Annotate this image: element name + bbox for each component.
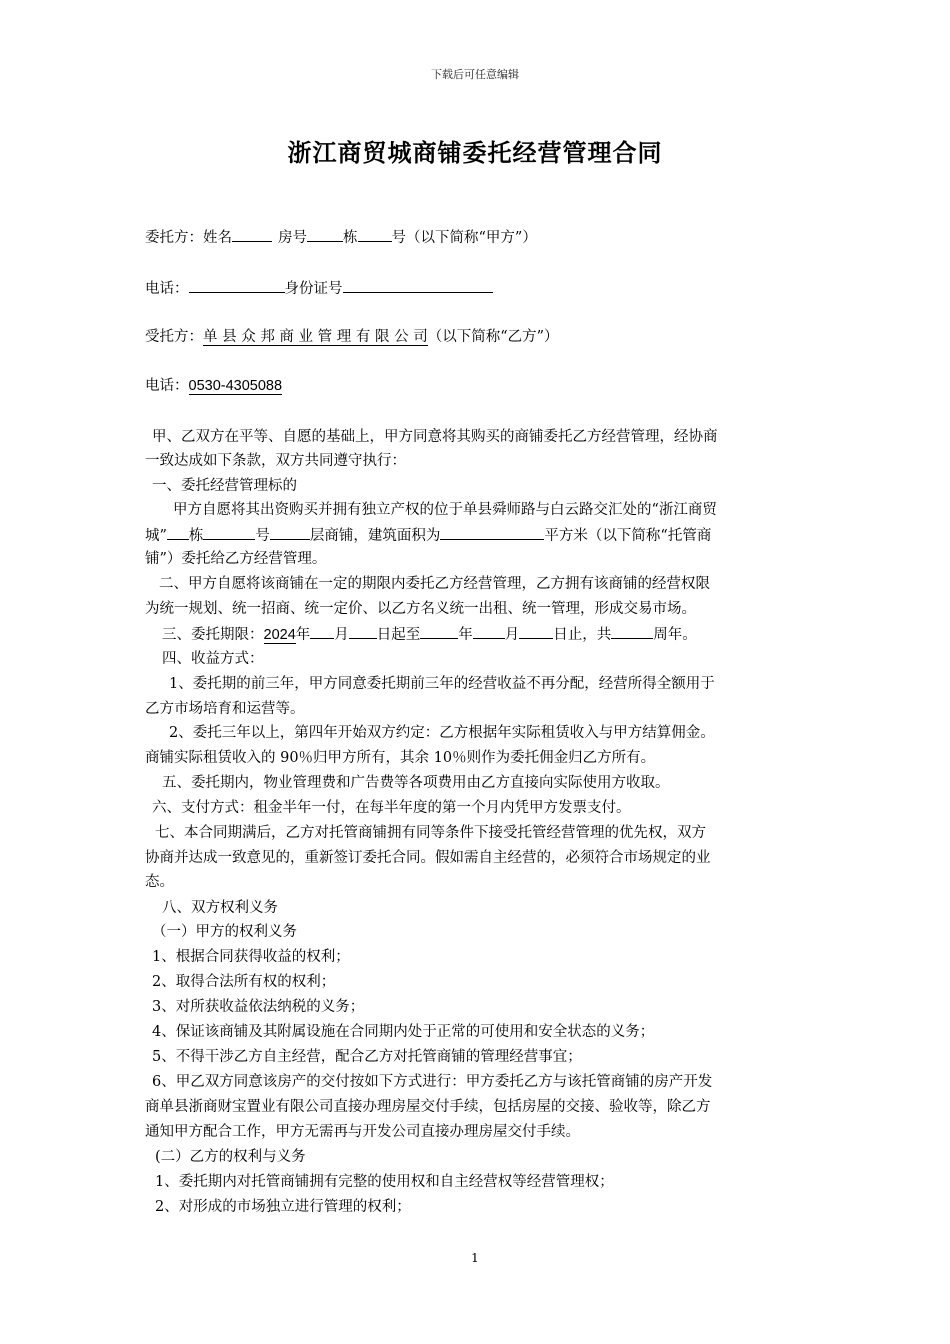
party-a-item-5: 5、不得干涉乙方自主经营，配合乙方对托管商铺的管理经营事宜；	[152, 1049, 582, 1065]
party-a-item-6-line-a: 6、甲乙双方同意该房产的交付按如下方式进行：甲方委托乙方与该托管商铺的房产开发	[152, 1074, 713, 1090]
client-phone-line	[145, 276, 815, 301]
blank-id	[343, 276, 493, 293]
blank-s3-month	[310, 622, 334, 639]
page-number: 1	[471, 1251, 479, 1265]
s3-text: 周年。	[653, 627, 697, 643]
blank-phone	[189, 276, 285, 293]
blank-building	[358, 225, 392, 242]
s3-year: 2024	[263, 627, 296, 643]
trustee-line	[145, 325, 815, 349]
blank-s3-end-year	[420, 622, 458, 639]
section-1-line-b	[145, 523, 815, 548]
s3-text: 三、委托期限：	[162, 627, 264, 643]
section-1-line-a: 甲方自愿将其出资购买并拥有独立产权的位于单县舜师路与白云路交汇处的“浙江商贸	[173, 502, 717, 518]
s3-text: 月	[334, 627, 349, 643]
blank-s1-area	[440, 523, 544, 540]
s1-text: 层商铺，建筑面积为	[309, 528, 441, 544]
trustee-name: 单 县 众 邦 商 业 管 理 有 限 公 司	[203, 329, 428, 345]
client-line	[145, 225, 815, 250]
blank-room	[307, 225, 343, 242]
section-7-line-b: 协商并达成一致意见的，重新签订委托合同。假如需自主经营的，必须符合市场规定的业	[145, 850, 711, 866]
blank-s1-floor	[270, 523, 310, 540]
trustee-phone-line	[145, 374, 815, 398]
section-4-title: 四、收益方式：	[162, 651, 264, 667]
blank-s3-end-day	[519, 622, 553, 639]
intro-line-2: 一致达成如下条款，双方共同遵守执行：	[145, 453, 406, 469]
s1-text: 平方米（以下简称“托管商	[544, 528, 712, 544]
blank-s1-number	[203, 523, 255, 540]
section-4-1-line-a: 1、委托期的前三年，甲方同意委托期前三年的经营收益不再分配，经营所得全额用于	[169, 676, 715, 692]
trustee-phone-value: 0530-4305088	[188, 378, 283, 394]
section-7-line-a: 七、本合同期满后，乙方对托管商铺拥有同等条件下接受托管经营管理的优先权，双方	[155, 825, 706, 841]
party-b-item-1: 1、委托期内对托管商铺拥有完整的使用权和自主经营权等经营管理权；	[155, 1174, 614, 1190]
phone-label: 电话：	[145, 281, 189, 297]
s1-text: 栋	[188, 528, 204, 544]
party-a-item-4: 4、保证该商铺及其附属设施在合同期内处于正常的可使用和安全状态的义务；	[152, 1024, 655, 1040]
blank-name	[232, 225, 272, 242]
party-a-item-2: 2、取得合法所有权的权利；	[152, 974, 336, 990]
client-name-label: 委托方：姓名	[145, 230, 232, 246]
document-title: 浙江商贸城商铺委托经营管理合同	[287, 139, 663, 167]
blank-s3-day	[349, 622, 377, 639]
id-label: 身份证号	[284, 281, 343, 297]
room-label: 房号	[278, 230, 307, 246]
party-a-item-6-line-c: 通知甲方配合工作，甲方无需再与开发公司直接办理房屋交付手续。	[145, 1124, 580, 1140]
s3-text: 年	[295, 627, 311, 643]
section-4-2-line-b: 商铺实际租赁收入的 90％归甲方所有，其余 10％则作为委托佣金归乙方所有。	[145, 750, 656, 766]
section-6-line: 六、支付方式：租金半年一付，在每半年度的第一个月内凭甲方发票支付。	[152, 800, 631, 816]
section-8-2-title: (二）乙方的权利与义务	[155, 1149, 306, 1165]
party-b-item-2: 2、对形成的市场独立进行管理的权利；	[155, 1199, 411, 1215]
trustee-alias: （以下简称“乙方”）	[427, 329, 559, 345]
section-4-1-line-b: 乙方市场培育和运营等。	[145, 701, 305, 717]
trustee-phone-label: 电话：	[145, 378, 189, 394]
s1-text: 号	[255, 528, 270, 544]
s1-text: 城”	[145, 528, 167, 544]
section-8-title: 八、双方权利义务	[162, 900, 278, 916]
party-a-item-6-line-b: 商单县浙商财宝置业有限公司直接办理房屋交付手续，包括房屋的交接、验收等，除乙方	[145, 1099, 711, 1115]
section-5-line: 五、委托期内，物业管理费和广告费等各项费用由乙方直接向实际使用方收取。	[162, 775, 670, 791]
client-alias: 号（以下简称“甲方”）	[391, 230, 537, 246]
section-3-line	[145, 622, 832, 647]
blank-s3-years	[611, 622, 653, 639]
section-1-line-c: 铺”）委托给乙方经营管理。	[145, 551, 327, 567]
s3-text: 月	[504, 627, 520, 643]
header-note: 下载后可任意编辑	[431, 68, 519, 81]
s3-text: 年	[458, 627, 473, 643]
blank-s3-end-month	[473, 622, 505, 639]
s3-text: 日起至	[376, 627, 421, 643]
section-2-line-a: 二、甲方自愿将该商铺在一定的期限内委托乙方经营管理，乙方拥有该商铺的经营权限	[159, 576, 710, 592]
party-a-item-3: 3、对所获收益依法纳税的义务；	[152, 999, 365, 1015]
section-4-2-line-a: 2、委托三年以上，第四年开始双方约定：乙方根据年实际租赁收入与甲方结算佣金。	[169, 725, 715, 741]
party-a-item-1: 1、根据合同获得收益的权利；	[152, 949, 350, 965]
section-1-title: 一、委托经营管理标的	[152, 478, 297, 494]
section-7-line-c: 态。	[145, 874, 174, 890]
building-label: 栋	[343, 230, 358, 246]
s3-text: 日止，共	[553, 627, 612, 643]
section-8-1-title: （一）甲方的权利义务	[152, 924, 297, 940]
section-2-line-b: 为统一规划、统一招商、统一定价、以乙方名义统一出租、统一管理，形成交易市场。	[145, 601, 696, 617]
intro-line-1: 甲、乙双方在平等、自愿的基础上，甲方同意将其购买的商铺委托乙方经营管理，经协商	[152, 429, 718, 445]
trustee-label: 受托方：	[145, 329, 203, 345]
blank-s1-building	[167, 523, 189, 540]
